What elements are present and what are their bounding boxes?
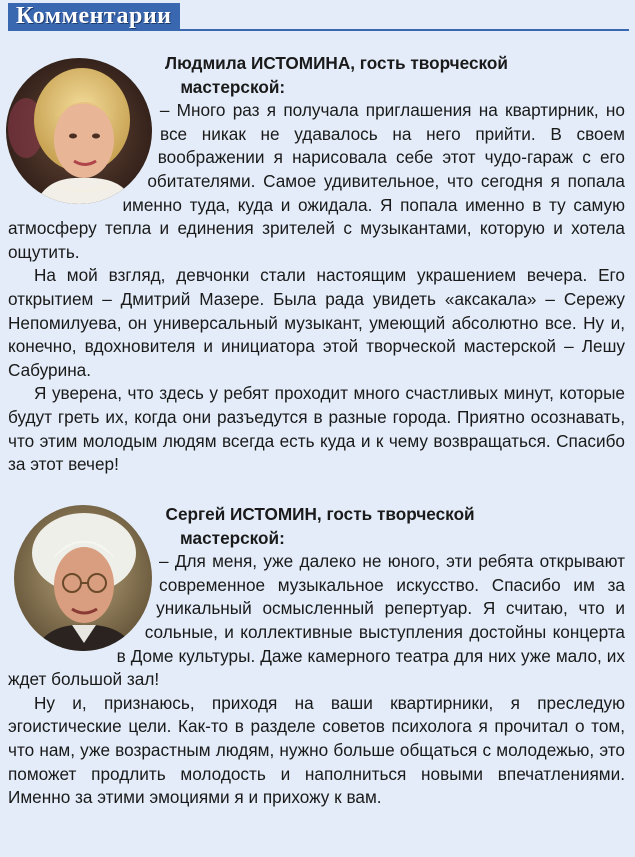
author-name: Людмила ИСТОМИНА, гость творческой мастерской:: [165, 53, 508, 97]
comment-paragraph: Я уверена, что здесь у ребят проходит много счастливых минут, которые будут греть их, когда они разъедутся в разные города. Приятно осознавать, что этим молодым людям всегда есть куда и к чему возвращаться. Спасибо за этот вечер!: [8, 383, 625, 475]
comment-paragraph: – Для меня, уже далеко не юного, эти ребята открывают современное музыкальное искусство. Спасибо им за уникальный осмысленный репертуар. Я считаю, что и сольные, и коллективные выступления достойны концерта в Доме культуры. Даже камерного театра для них уже мало, их ждет большой зал!: [8, 551, 625, 690]
comment-istomina-lyudmila: [8, 52, 625, 477]
header-divider: [8, 29, 629, 31]
comment-istomin-sergey: [8, 503, 625, 810]
comment-paragraph: На мой взгляд, девчонки стали настоящим украшением вечера. Его открытием – Дмитрий Мазере. Была рада увидеть «аксакала» – Сережу Непомилуева, он универсальный музыкант, умеющий абсолютно все. Ну и, конечно, вдохновителя и инициатора этой творческой мастерской – Лешу Сабурина.: [8, 265, 625, 380]
section-header: [0, 0, 635, 32]
comment-paragraph: – Много раз я получала приглашения на квартирник, но все никак не удавалось на него прийти. В своем воображении я нарисовала себе этот чудо-гараж с его обитателями. Самое удивительное, что сегодня я попала именно туда, куда и ожидала. Я попала именно в ту самую атмосферу тепла и единения зрителей с музыкантами, которую и хотела ощутить.: [8, 100, 625, 262]
section-title: Комментарии: [8, 3, 180, 30]
author-name: Сергей ИСТОМИН, гость творческой мастерской:: [165, 504, 475, 548]
author-photo-lyudmila: [6, 58, 152, 204]
author-photo-sergey: [14, 505, 152, 651]
comment-paragraph: Ну и, признаюсь, приходя на ваши квартирники, я преследую эгоистические цели. Как-то в разделе советов психолога я прочитал о том, что нам, уже возрастным людям, нужно больше общаться с молодежью, это поможет продлить молодость и наполниться новыми впечатлениями. Именно за этими эмоциями я и прихожу к вам.: [8, 692, 625, 808]
